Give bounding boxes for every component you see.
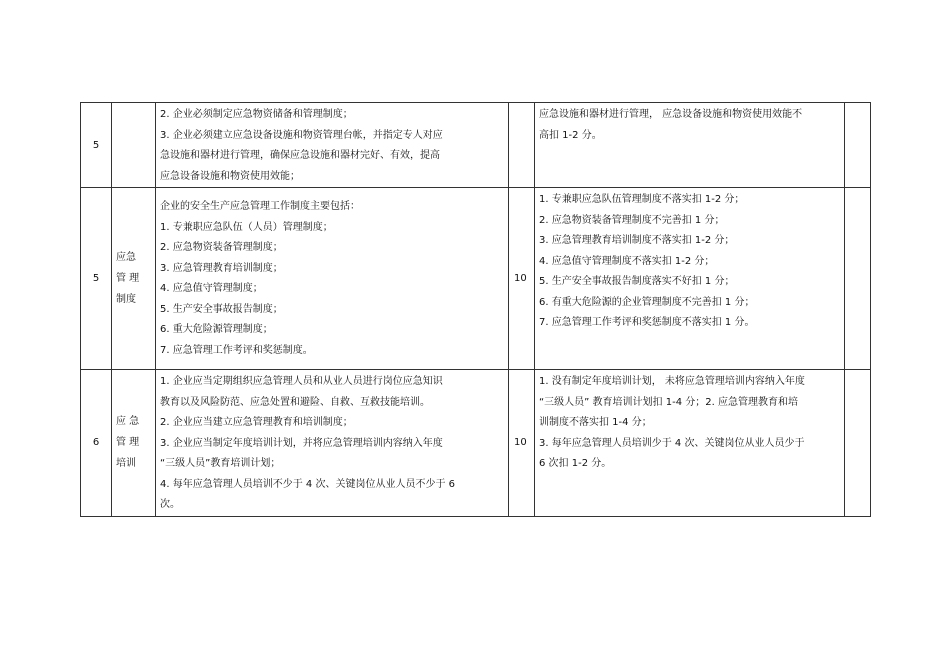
requirement-line: 应急设备设施和物资使用效能； [160, 170, 300, 182]
assessment-table [80, 102, 871, 517]
category-line: 培训 [116, 458, 136, 470]
item-requirements [156, 370, 509, 517]
criteria-line: 7. 应急管理工作考评和奖惩制度不落实扣 1 分。 [539, 317, 755, 328]
table-row [81, 370, 871, 517]
requirement-line: 2. 应急物资装备管理制度； [160, 242, 283, 253]
criteria-line: 训制度不落实扣 1-4 分； [539, 417, 652, 428]
category-line: 制度 [116, 294, 136, 305]
requirement-line: 教育以及风险防范、应急处置和避险、自救、互救技能培训。 [160, 396, 430, 408]
item-category [112, 188, 156, 370]
requirement-line: 企业的安全生产应急管理工作制度主要包括： [160, 201, 360, 212]
criteria-line: 6. 有重大危险源的企业管理制度不完善扣 1 分； [539, 296, 755, 308]
result-cell [845, 103, 871, 188]
requirement-line: 1. 专兼职应急队伍（人员）管理制度； [160, 221, 333, 233]
criteria-line: 4. 应急值守管理制度不落实扣 1-2 分； [539, 255, 715, 267]
item-score: 10 [509, 188, 535, 370]
requirement-line: 3. 应急管理教育培训制度； [160, 262, 283, 274]
category-line: 应 急 [116, 416, 140, 428]
item-criteria [535, 370, 845, 517]
item-number: 5 [81, 103, 112, 188]
criteria-line: 1. 没有制定年度培训计划， 未将应急管理培训内容纳入年度 [539, 376, 805, 387]
criteria-line: 6 次扣 1-2 分。 [539, 458, 612, 469]
item-criteria [535, 103, 845, 188]
item-score [509, 103, 535, 188]
criteria-line: 1. 专兼职应急队伍管理制度不落实扣 1-2 分； [539, 194, 745, 205]
criteria-line: 应急设施和器材进行管理， 应急设备设施和物资使用效能不 [539, 109, 803, 120]
criteria-line: 3. 应急管理教育培训制度不落实扣 1-2 分； [539, 235, 735, 246]
item-criteria [535, 188, 845, 370]
requirement-line: 3. 企业应当制定年度培训计划，并将应急管理培训内容纳入年度 [160, 437, 443, 449]
requirement-line: 3. 企业必须建立应急设备设施和物资管理台帐，并指定专人对应 [160, 129, 443, 141]
category-line: 管 理 [116, 273, 140, 284]
item-category [112, 370, 156, 517]
category-line: 应急 [116, 252, 136, 263]
table-row [81, 103, 871, 188]
category-line: 管 理 [116, 437, 140, 449]
requirement-line: “三级人员”教育培训计划； [160, 458, 281, 469]
criteria-line: 高扣 1-2 分。 [539, 129, 602, 141]
requirement-line: 2. 企业必须制定应急物资储备和管理制度； [160, 109, 353, 120]
item-requirements [156, 103, 509, 188]
requirement-line: 2. 企业应当建立应急管理教育和培训制度； [160, 417, 353, 428]
item-number: 6 [81, 370, 112, 517]
result-cell [845, 370, 871, 517]
item-number: 5 [81, 188, 112, 370]
requirement-line: 5. 生产安全事故报告制度； [160, 303, 283, 315]
criteria-line: 5. 生产安全事故报告制度落实不好扣 1 分； [539, 276, 735, 287]
requirement-line: 7. 应急管理工作考评和奖惩制度。 [160, 344, 313, 356]
requirement-line: 1. 企业应当定期组织应急管理人员和从业人员进行岗位应急知识 [160, 376, 443, 387]
criteria-line: 3. 每年应急管理人员培训少于 4 次、关键岗位从业人员少于 [539, 437, 805, 449]
requirement-line: 6. 重大危险源管理制度； [160, 324, 273, 335]
requirement-line: 4. 应急值守管理制度； [160, 283, 263, 294]
criteria-line: 2. 应急物资装备管理制度不完善扣 1 分； [539, 214, 725, 226]
requirement-line: 急设施和器材进行管理，确保应急设施和器材完好、有效，提高 [160, 150, 440, 161]
item-category [112, 103, 156, 188]
requirement-line: 次。 [160, 499, 180, 510]
table-row [81, 188, 871, 370]
criteria-line: “三级人员” 教育培训计划扣 1-4 分；2. 应急管理教育和培 [539, 396, 798, 408]
item-score: 10 [509, 370, 535, 517]
requirement-line: 4. 每年应急管理人员培训不少于 4 次、关键岗位从业人员不少于 6 [160, 478, 455, 490]
item-requirements [156, 188, 509, 370]
result-cell [845, 188, 871, 370]
